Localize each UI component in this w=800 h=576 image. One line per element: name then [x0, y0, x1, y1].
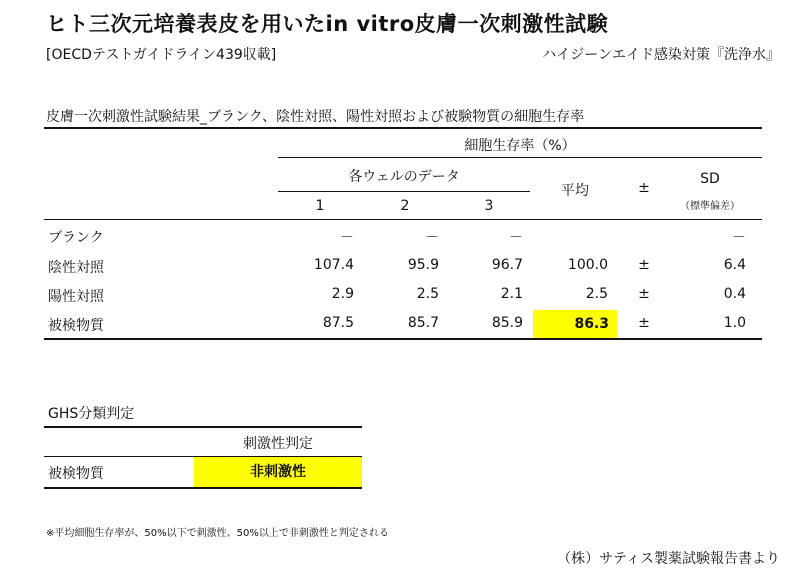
row-blank-sd: －: [732, 230, 746, 246]
well-2-header: 2: [400, 198, 410, 214]
ghs-row-label: 被検物質: [48, 466, 104, 482]
row-negative-mean: 100.0: [567, 257, 608, 273]
table-bottom-rule: [44, 338, 762, 340]
row-positive-w2: 2.5: [416, 286, 439, 302]
row-negative-w1: 107.4: [313, 257, 354, 273]
table-top-rule: [44, 127, 762, 129]
header-bottom-rule: [44, 219, 762, 220]
wells-header-rule: [278, 191, 530, 192]
row-test-sd: 1.0: [723, 315, 746, 331]
well-3-header: 3: [484, 198, 494, 214]
ghs-title: GHS分類判定: [48, 406, 135, 422]
row-label-test: 被検物質: [48, 318, 104, 334]
group-header-rule: [278, 157, 762, 158]
row-label-negative: 陰性対照: [48, 260, 104, 276]
sd-subheader: （標準偏差）: [680, 201, 740, 212]
source-footer: （株）サティス製薬試験報告書より: [557, 551, 780, 567]
row-negative-w3: 96.7: [491, 257, 523, 273]
table-caption: 皮膚一次刺激性試験結果_ブランク、陰性対照、陽性対照および被験物質の細胞生存率: [46, 109, 585, 125]
sd-header: SD: [700, 171, 720, 187]
page-title: ヒト三次元培養表皮を用いたin vitro皮膚一次刺激性試験: [46, 12, 609, 36]
row-test-mean-highlight: 86.3: [533, 310, 617, 338]
row-test-w1: 87.5: [322, 315, 354, 331]
row-positive-mean: 2.5: [585, 286, 608, 302]
mean-header: 平均: [561, 183, 589, 199]
pm-header: ±: [638, 180, 650, 196]
row-test-w3: 85.9: [491, 315, 523, 331]
product-name: ハイジーンエイド感染対策『洗浄水』: [542, 47, 780, 63]
row-test-w2: 85.7: [407, 315, 439, 331]
guideline-note: [OECDテストガイドライン439収載]: [46, 47, 277, 63]
row-label-positive: 陽性対照: [48, 289, 104, 305]
row-positive-w1: 2.9: [331, 286, 354, 302]
row-positive-pm: ±: [638, 286, 650, 302]
ghs-top-rule: [44, 426, 362, 428]
row-blank-w1: －: [340, 230, 354, 246]
row-blank-w2: －: [425, 230, 439, 246]
row-negative-w2: 95.9: [407, 257, 439, 273]
row-positive-w3: 2.1: [500, 286, 523, 302]
ghs-col-header: 刺激性判定: [243, 436, 313, 452]
ghs-bottom-rule: [44, 487, 362, 489]
row-label-blank: ブランク: [48, 230, 104, 246]
row-blank-w3: －: [509, 230, 523, 246]
row-negative-pm: ±: [638, 257, 650, 273]
wells-header: 各ウェルのデータ: [348, 169, 460, 185]
row-test-pm: ±: [638, 315, 650, 331]
cell-viability-header: 細胞生存率（%）: [464, 138, 576, 154]
well-1-header: 1: [315, 198, 325, 214]
row-negative-sd: 6.4: [723, 257, 746, 273]
row-positive-sd: 0.4: [723, 286, 746, 302]
ghs-result-highlight: 非刺激性: [194, 457, 362, 487]
judgement-note: ※平均細胞生存率が、50%以下で刺激性、50%以上で非刺激性と判定される: [46, 528, 389, 539]
